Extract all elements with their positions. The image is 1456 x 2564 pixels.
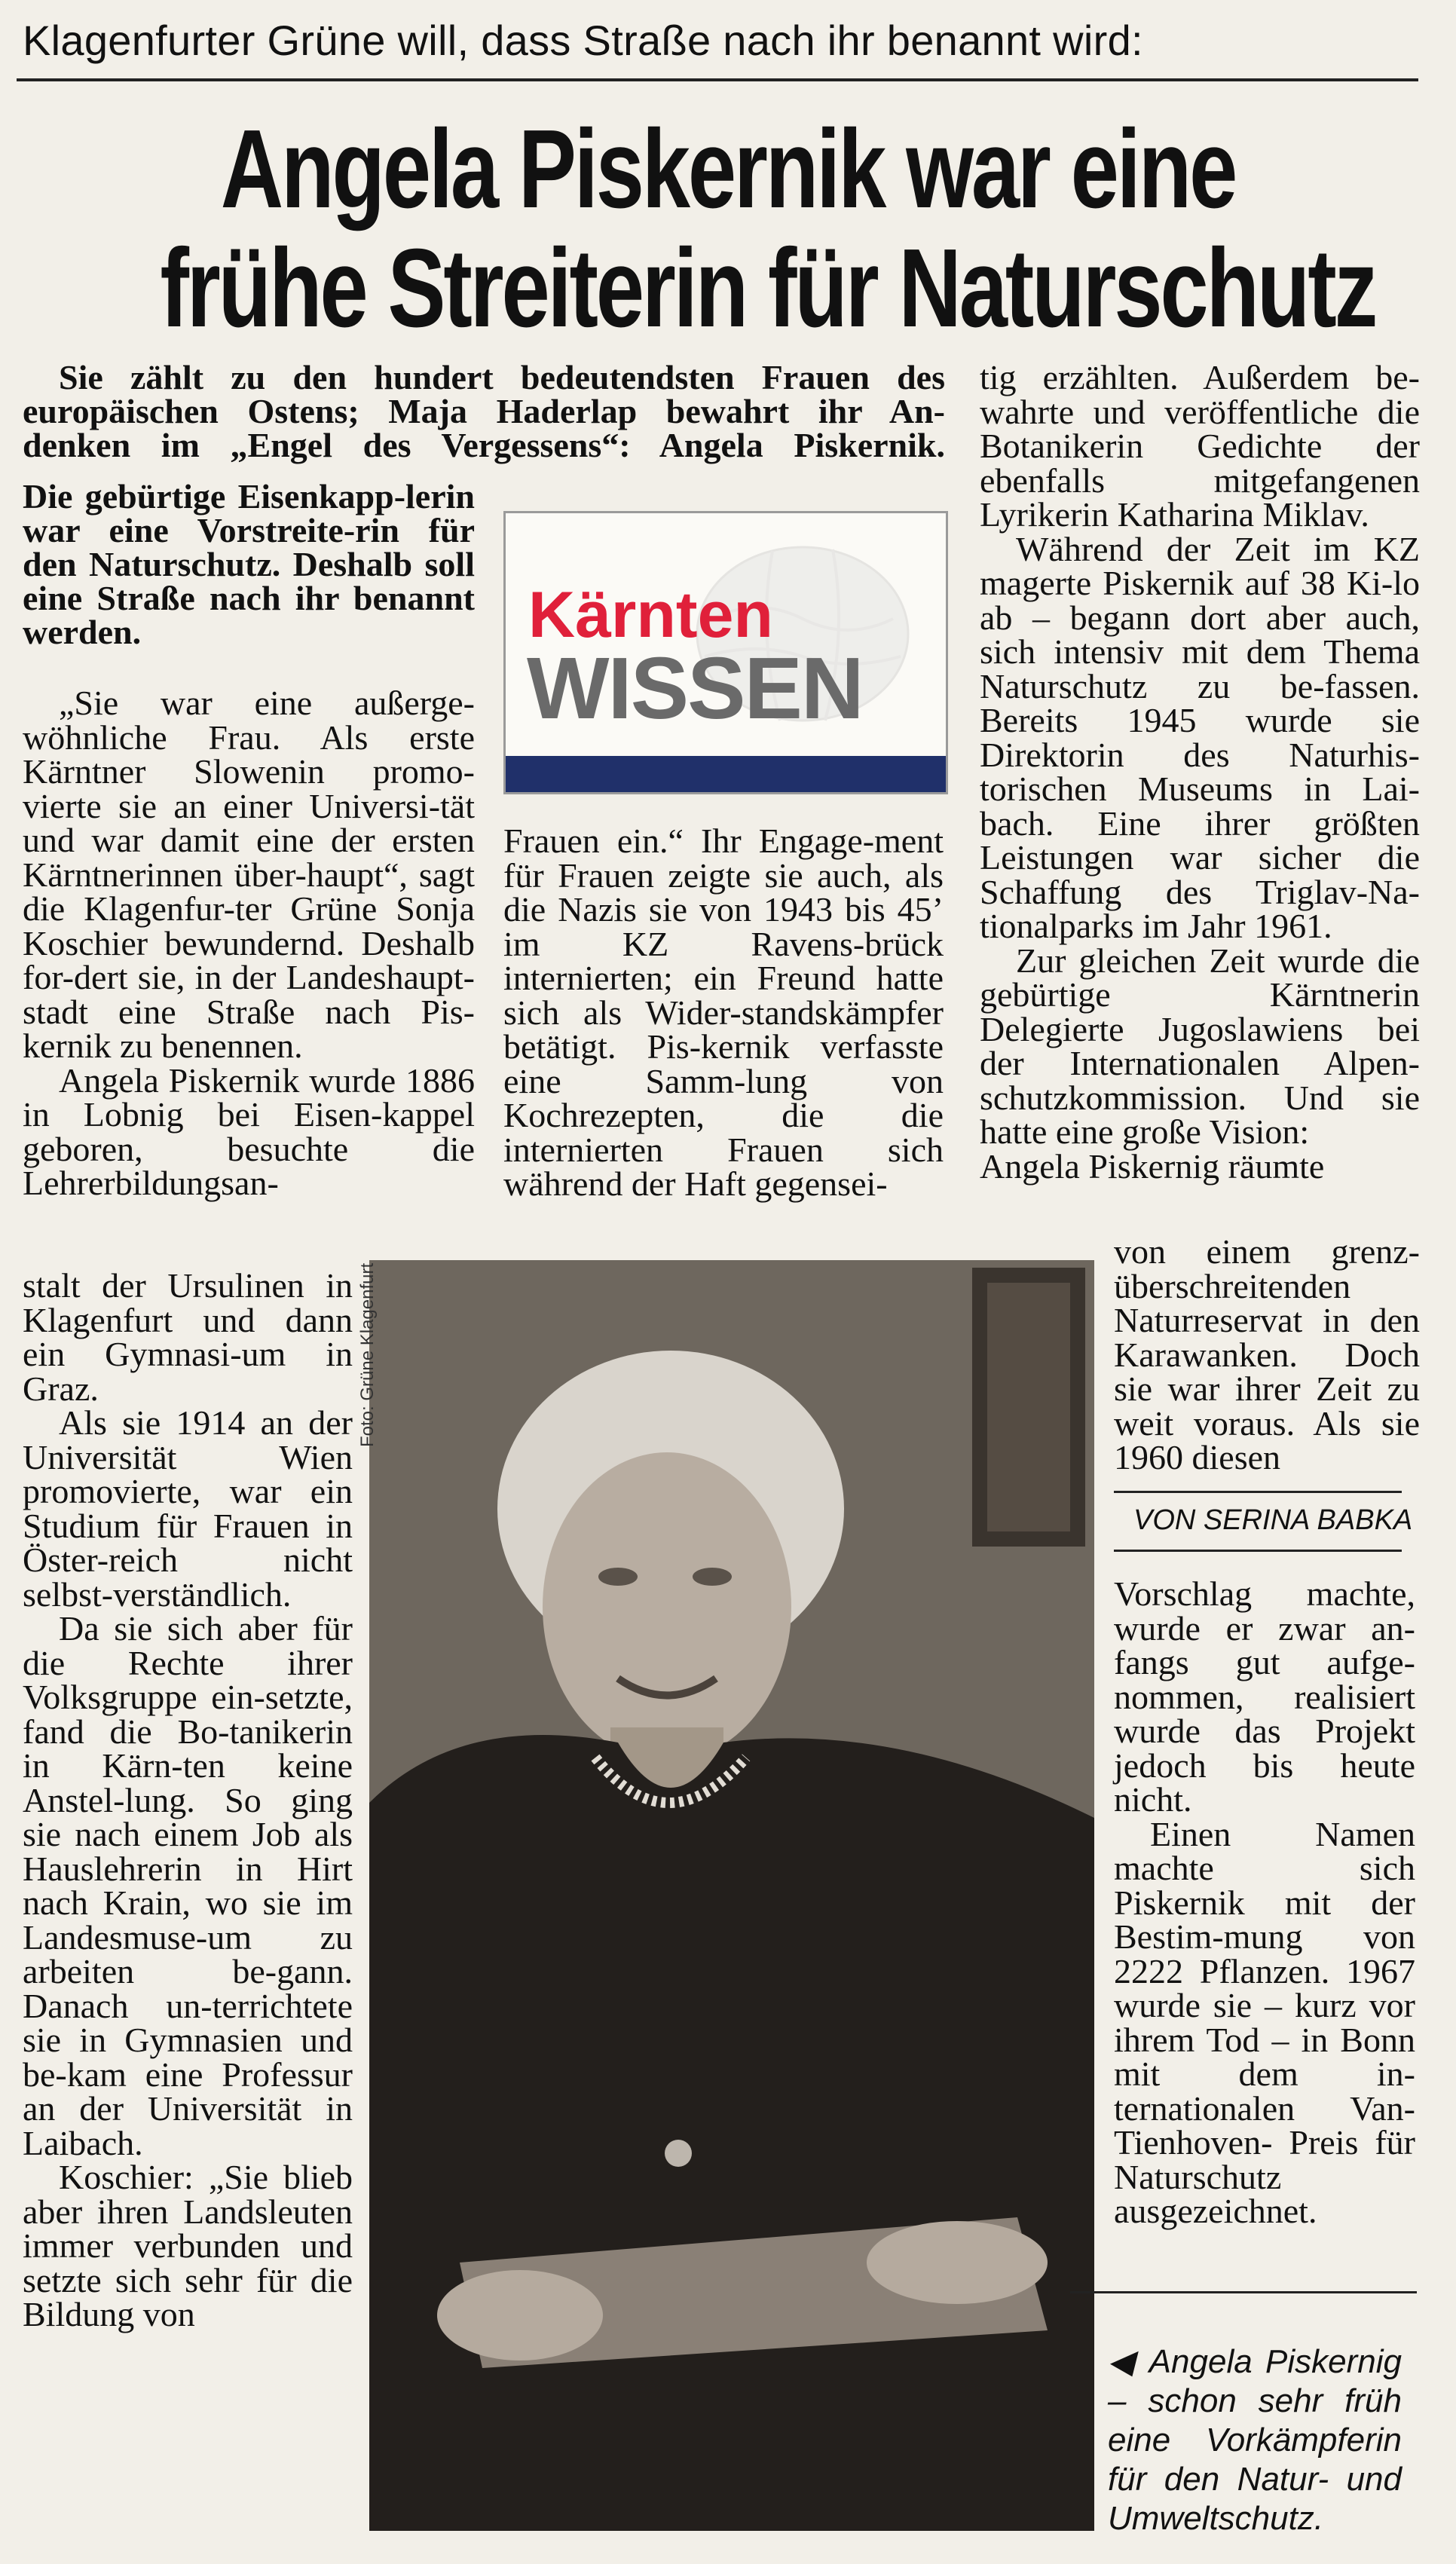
lead-narrow: Die gebürtige Eisenkapp-lerin war eine Vorstreite-rin für den Naturschutz. Deshalb soll eine Straße nach ihr benannt werden. (23, 477, 475, 651)
author-rule-top (1114, 1491, 1402, 1493)
col1-paragraph-5: Koschier: „Sie blieb aber ihren Landsleuten immer verbunden und setzte sich sehr für die Bildung von (23, 2158, 353, 2333)
infobox-brand-bottom: WISSEN (527, 639, 863, 737)
lead-line-1: Sie zählt zu den hundert bedeutendsten Frauen des (59, 358, 945, 396)
col1-paragraph-4: Da sie sich aber für die Rechte ihrer Volksgruppe ein-setzte, fand die Bo-tanikerin in Kärn-ten keine Anstel-lung. So ging sie nach einem Job als Hauslehrerin in Hirt nach Krain, wo sie im Landesmuse-um zu arbeiten be-gann. Danach un-terrichtete sie in Gymnasien und be-kam eine Professur an der Universität in Laibach. (23, 1609, 353, 2162)
col2-paragraph-1: Frauen ein.“ Ihr Engage-ment für Frauen zeigte sie auch, als die Nazis sie von 1943 bis 45’ im KZ Ravens-brück internierten; ein Freund hatte sich als Wider-standskämpfer betätigt. Pis-kernik verfasste eine Samm-lung von Kochrezepten, die die internierten Frauen sich während der Haft gegensei- (503, 822, 944, 1203)
author-rule-bottom (1114, 1550, 1402, 1552)
portrait-image (369, 1260, 1094, 2531)
col3-paragraph-5: Einen Namen machte sich Piskernik mit der Bestim-mung von 2222 Pflanzen. 1967 wurde sie – kurz vor ihrem Tod – in Bonn mit dem in-ternationalen Van-Tienhoven- Preis für Naturschutz ausgezeichnet. (1114, 1814, 1415, 2230)
infobox-bar (506, 756, 946, 792)
portrait-photo (369, 1260, 1094, 2531)
photo-caption: ◀ Angela Piskernig – schon sehr früh eine Vorkämpferin für den Natur- und Umweltschutz. (1108, 2343, 1402, 2537)
lead-line-2: europäischen Ostens; Maja Haderlap bewahrt ihr An- (23, 392, 945, 430)
col3-paragraph-2: Während der Zeit im KZ magerte Piskernik auf 38 Ki-lo ab – begann dort aber auch, sich intensiv mit dem Thema Naturschutz zu be-fassen. Bereits 1945 wurde sie Direktorin des Naturhis-torischen Museums in Lai-bach. Eine ihrer größten Leistungen war sicher die Schaffung des Triglav-Na-tionalparks im Jahr 1961. (980, 529, 1420, 945)
infobox-brand-top: Kärnten (528, 579, 773, 651)
column-1-bottom (23, 1268, 353, 2332)
column-3-top (980, 358, 1420, 1186)
col1-paragraph-2: Angela Piskernik wurde 1886 in Lobnig bei Eisen-kappel geboren, besuchte die Lehrerbildungsan- (23, 1060, 475, 1202)
author-byline: VON SERINA BABKA (1133, 1504, 1413, 1536)
column-2 (503, 824, 944, 1201)
headline-line-1: Angela Piskernik war eine (220, 107, 1236, 231)
col1-paragraph-2b: stalt der Ursulinen in Klagenfurt und dann ein Gymnasi-um in Graz. (23, 1266, 353, 1408)
column-3-wrap (1114, 1232, 1420, 1476)
col3-paragraph-1: tig erzählten. Außerdem be-wahrte und veröffentliche die Botanikerin Gedichte der ebenfalls mitgefangenen Lyrikerin Katharina Miklav. (980, 358, 1420, 534)
headline-line-2: frühe Streiterin für Naturschutz (160, 226, 1376, 350)
caption-rule (1070, 2291, 1417, 2293)
col1-paragraph-3: Als sie 1914 an der Universität Wien promovierte, war ein Studium für Frauen in Öster-reich nicht selbst-verständlich. (23, 1403, 353, 1614)
infobox-kaernten-wissen (503, 511, 948, 794)
col1-paragraph-1: „Sie war eine außerge-wöhnliche Frau. Als erste Kärntner Slowenin promo-vierte sie an einer Universi-tät und war damit eine der ersten Kärntnerinnen über-haupt“, sagt die Klagenfur-ter Grüne Sonja Koschier bewundernd. Deshalb for-dert sie, in der Landeshaupt-stadt eine Straße nach Pis-kernik zu benennen. (23, 684, 475, 1065)
column-1-top (23, 686, 475, 1201)
col3-paragraph-3a: Angela Piskernig räumte (980, 1146, 1325, 1186)
col3-paragraph-4: Vorschlag machte, wurde er zwar an-fangs gut aufge-nommen, realisiert wurde das Projekt jedoch bis heute nicht. (1114, 1574, 1415, 1819)
col3-paragraph-3: Zur gleichen Zeit wurde die gebürtige Kärntnerin Delegierte Jugoslawiens bei der Internationalen Alpen-schutzkommission. Und sie hatte eine große Vision: (980, 941, 1420, 1151)
kicker-line: Klagenfurter Grüne will, dass Straße nach ihr benannt wird: (23, 17, 1143, 64)
kicker-rule (17, 78, 1418, 81)
column-3-bottom (1114, 1574, 1415, 2230)
photo-credit: Foto: Grüne Klagenfurt (357, 1262, 378, 1447)
lead-line-3: denken im „Engel des Vergessens“: Angela Piskernik. (23, 426, 945, 464)
col3-paragraph-3b: von einem grenz-überschreitenden Naturreservat in den Karawanken. Doch sie war ihrer Zeit zu weit voraus. Als sie 1960 diesen (1114, 1232, 1420, 1476)
